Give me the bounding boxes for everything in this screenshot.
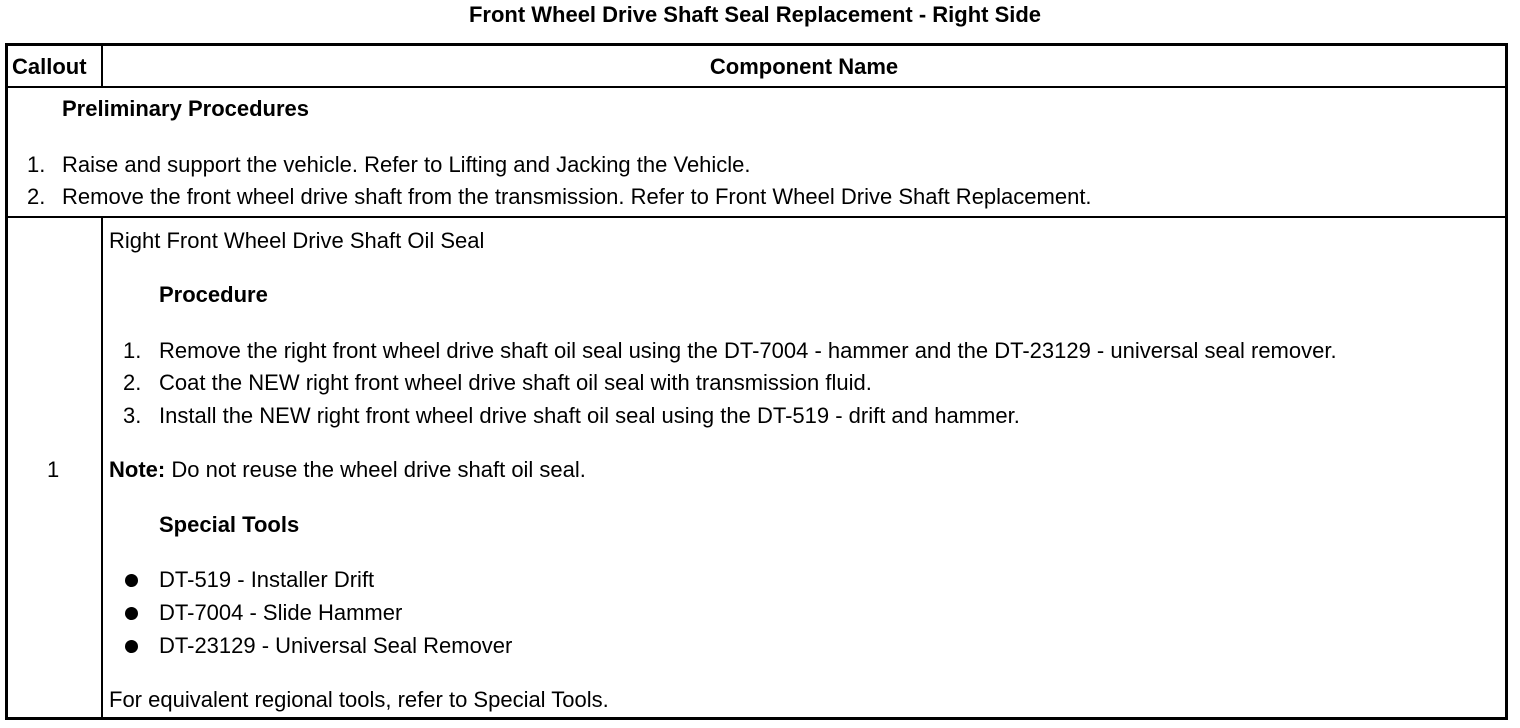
special-tool-item: DT-519 - Installer Drift (159, 567, 375, 592)
procedure-heading: Procedure (159, 282, 268, 307)
callout-column-divider (101, 216, 103, 718)
procedure-step: Remove the right front wheel drive shaft oil seal using the DT-7004 - hammer and the DT-23129 - universal seal remover. (159, 338, 1337, 363)
preliminary-step: Raise and support the vehicle. Refer to Lifting and Jacking the Vehicle. (62, 152, 751, 177)
special-tool-item: DT-23129 - Universal Seal Remover (159, 633, 513, 658)
note-label: Note: (109, 457, 166, 482)
header-component-name (103, 54, 1505, 80)
preliminary-row-divider (5, 216, 1508, 218)
preliminary-heading: Preliminary Procedures (62, 96, 310, 121)
bullet-icon (125, 574, 138, 587)
header-callout: Callout (12, 54, 87, 79)
bullet-icon (125, 607, 138, 620)
regional-tools-note: For equivalent regional tools, refer to Special Tools. (109, 687, 609, 712)
special-tools-heading: Special Tools (159, 512, 300, 537)
preliminary-step-number: 2. (27, 184, 46, 209)
procedure-step: Install the NEW right front wheel drive shaft oil seal using the DT-519 - drift and hammer. (159, 403, 1020, 428)
header-component-label: Component Name (709, 54, 899, 79)
note (109, 457, 586, 483)
page-title: Front Wheel Drive Shaft Seal Replacement - Right Side (468, 2, 1042, 27)
callout-number: 1 (47, 457, 60, 482)
bullet-icon (125, 640, 138, 653)
procedure-step: Coat the NEW right front wheel drive shaft oil seal with transmission fluid. (159, 370, 872, 395)
special-tool-item: DT-7004 - Slide Hammer (159, 600, 403, 625)
preliminary-step: Remove the front wheel drive shaft from the transmission. Refer to Front Wheel Drive Shaft Replacement. (62, 184, 1092, 209)
component-name: Right Front Wheel Drive Shaft Oil Seal (109, 228, 485, 253)
procedure-step-number: 1. (123, 338, 142, 363)
header-row-divider (5, 86, 1508, 88)
preliminary-step-number: 1. (27, 152, 46, 177)
procedure-step-number: 3. (123, 403, 142, 428)
procedure-step-number: 2. (123, 370, 142, 395)
note-text: Do not reuse the wheel drive shaft oil seal. (171, 457, 586, 482)
